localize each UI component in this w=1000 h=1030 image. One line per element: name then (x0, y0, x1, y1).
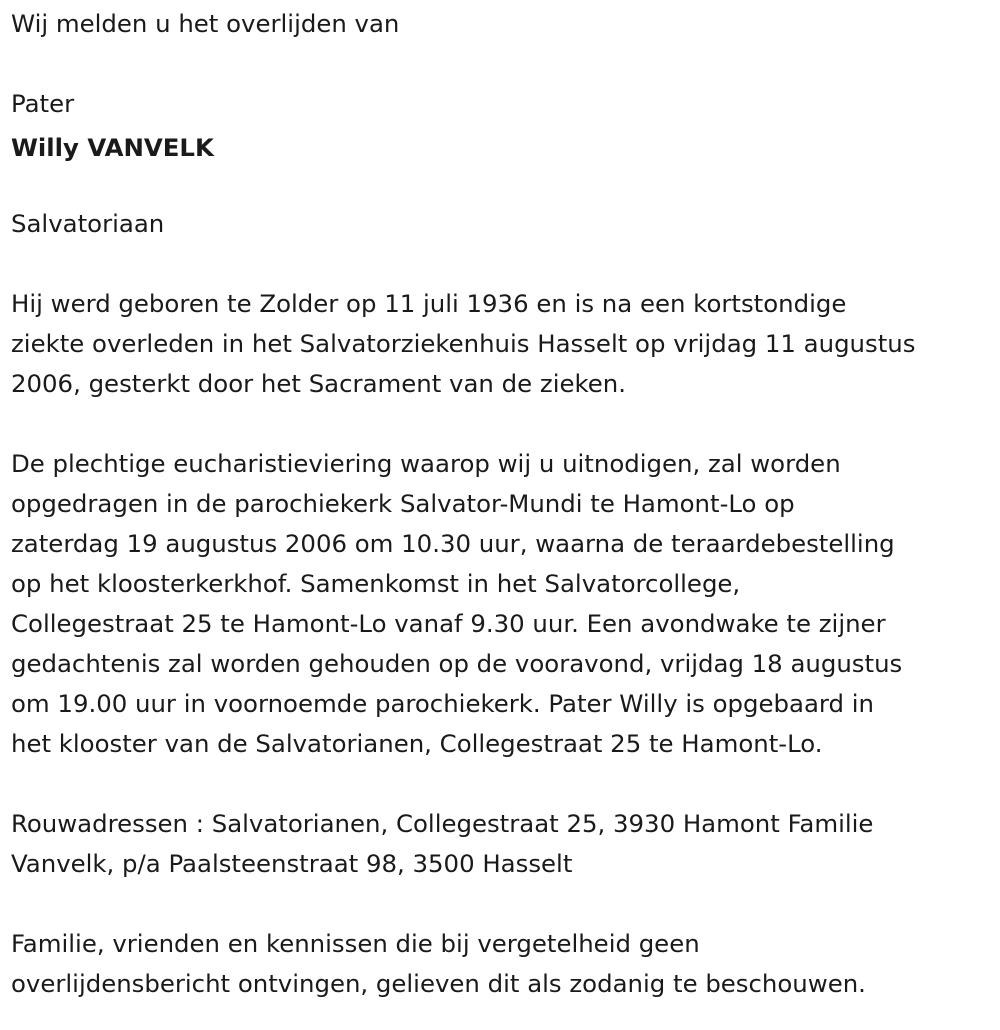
spacer (11, 244, 991, 284)
spacer (11, 404, 991, 444)
paragraph-line: 2006, gesterkt door het Sacrament van de zieken. (11, 369, 626, 398)
paragraph-line: De plechtige eucharistieviering waarop wij u uitnodigen, zal worden (11, 449, 841, 478)
funeral-paragraph (11, 444, 991, 764)
deceased-name: Willy VANVELK (11, 133, 214, 162)
spacer (11, 884, 991, 924)
birth-paragraph (11, 284, 991, 404)
paragraph-line: Familie, vrienden en kennissen die bij vergetelheid geen (11, 929, 700, 958)
paragraph-line: Vanvelk, p/a Paalsteenstraat 98, 3500 Hasselt (11, 849, 573, 878)
spacer (11, 172, 991, 204)
address-paragraph (11, 804, 991, 884)
paragraph-line: het klooster van de Salvatorianen, Collegestraat 25 te Hamont-Lo. (11, 729, 823, 758)
death-notice (11, 4, 991, 1004)
closing-paragraph (11, 924, 991, 1004)
paragraph-line: ziekte overleden in het Salvatorziekenhuis Hasselt op vrijdag 11 augustus (11, 329, 916, 358)
paragraph-line: Rouwadressen : Salvatorianen, Collegestraat 25, 3930 Hamont Familie (11, 809, 874, 838)
paragraph-line: zaterdag 19 augustus 2006 om 10.30 uur, waarna de teraardebestelling (11, 529, 895, 558)
congregation-text: Salvatoriaan (11, 209, 165, 238)
paragraph-line: opgedragen in de parochiekerk Salvator-Mundi te Hamont-Lo op (11, 489, 795, 518)
spacer (11, 44, 991, 84)
paragraph-line: Hij werd geboren te Zolder op 11 juli 1936 en is na een kortstondige (11, 289, 847, 318)
paragraph-line: op het kloosterkerkhof. Samenkomst in het Salvatorcollege, (11, 569, 741, 598)
spacer (11, 764, 991, 804)
paragraph-line: om 19.00 uur in voornoemde parochiekerk. Pater Willy is opgebaard in (11, 689, 874, 718)
title-text: Pater (11, 89, 75, 118)
intro-text: Wij melden u het overlijden van (11, 9, 400, 38)
paragraph-line: Collegestraat 25 te Hamont-Lo vanaf 9.30 uur. Een avondwake te zijner (11, 609, 886, 638)
paragraph-line: gedachtenis zal worden gehouden op de vooravond, vrijdag 18 augustus (11, 649, 903, 678)
paragraph-line: overlijdensbericht ontvingen, gelieven dit als zodanig te beschouwen. (11, 969, 866, 998)
